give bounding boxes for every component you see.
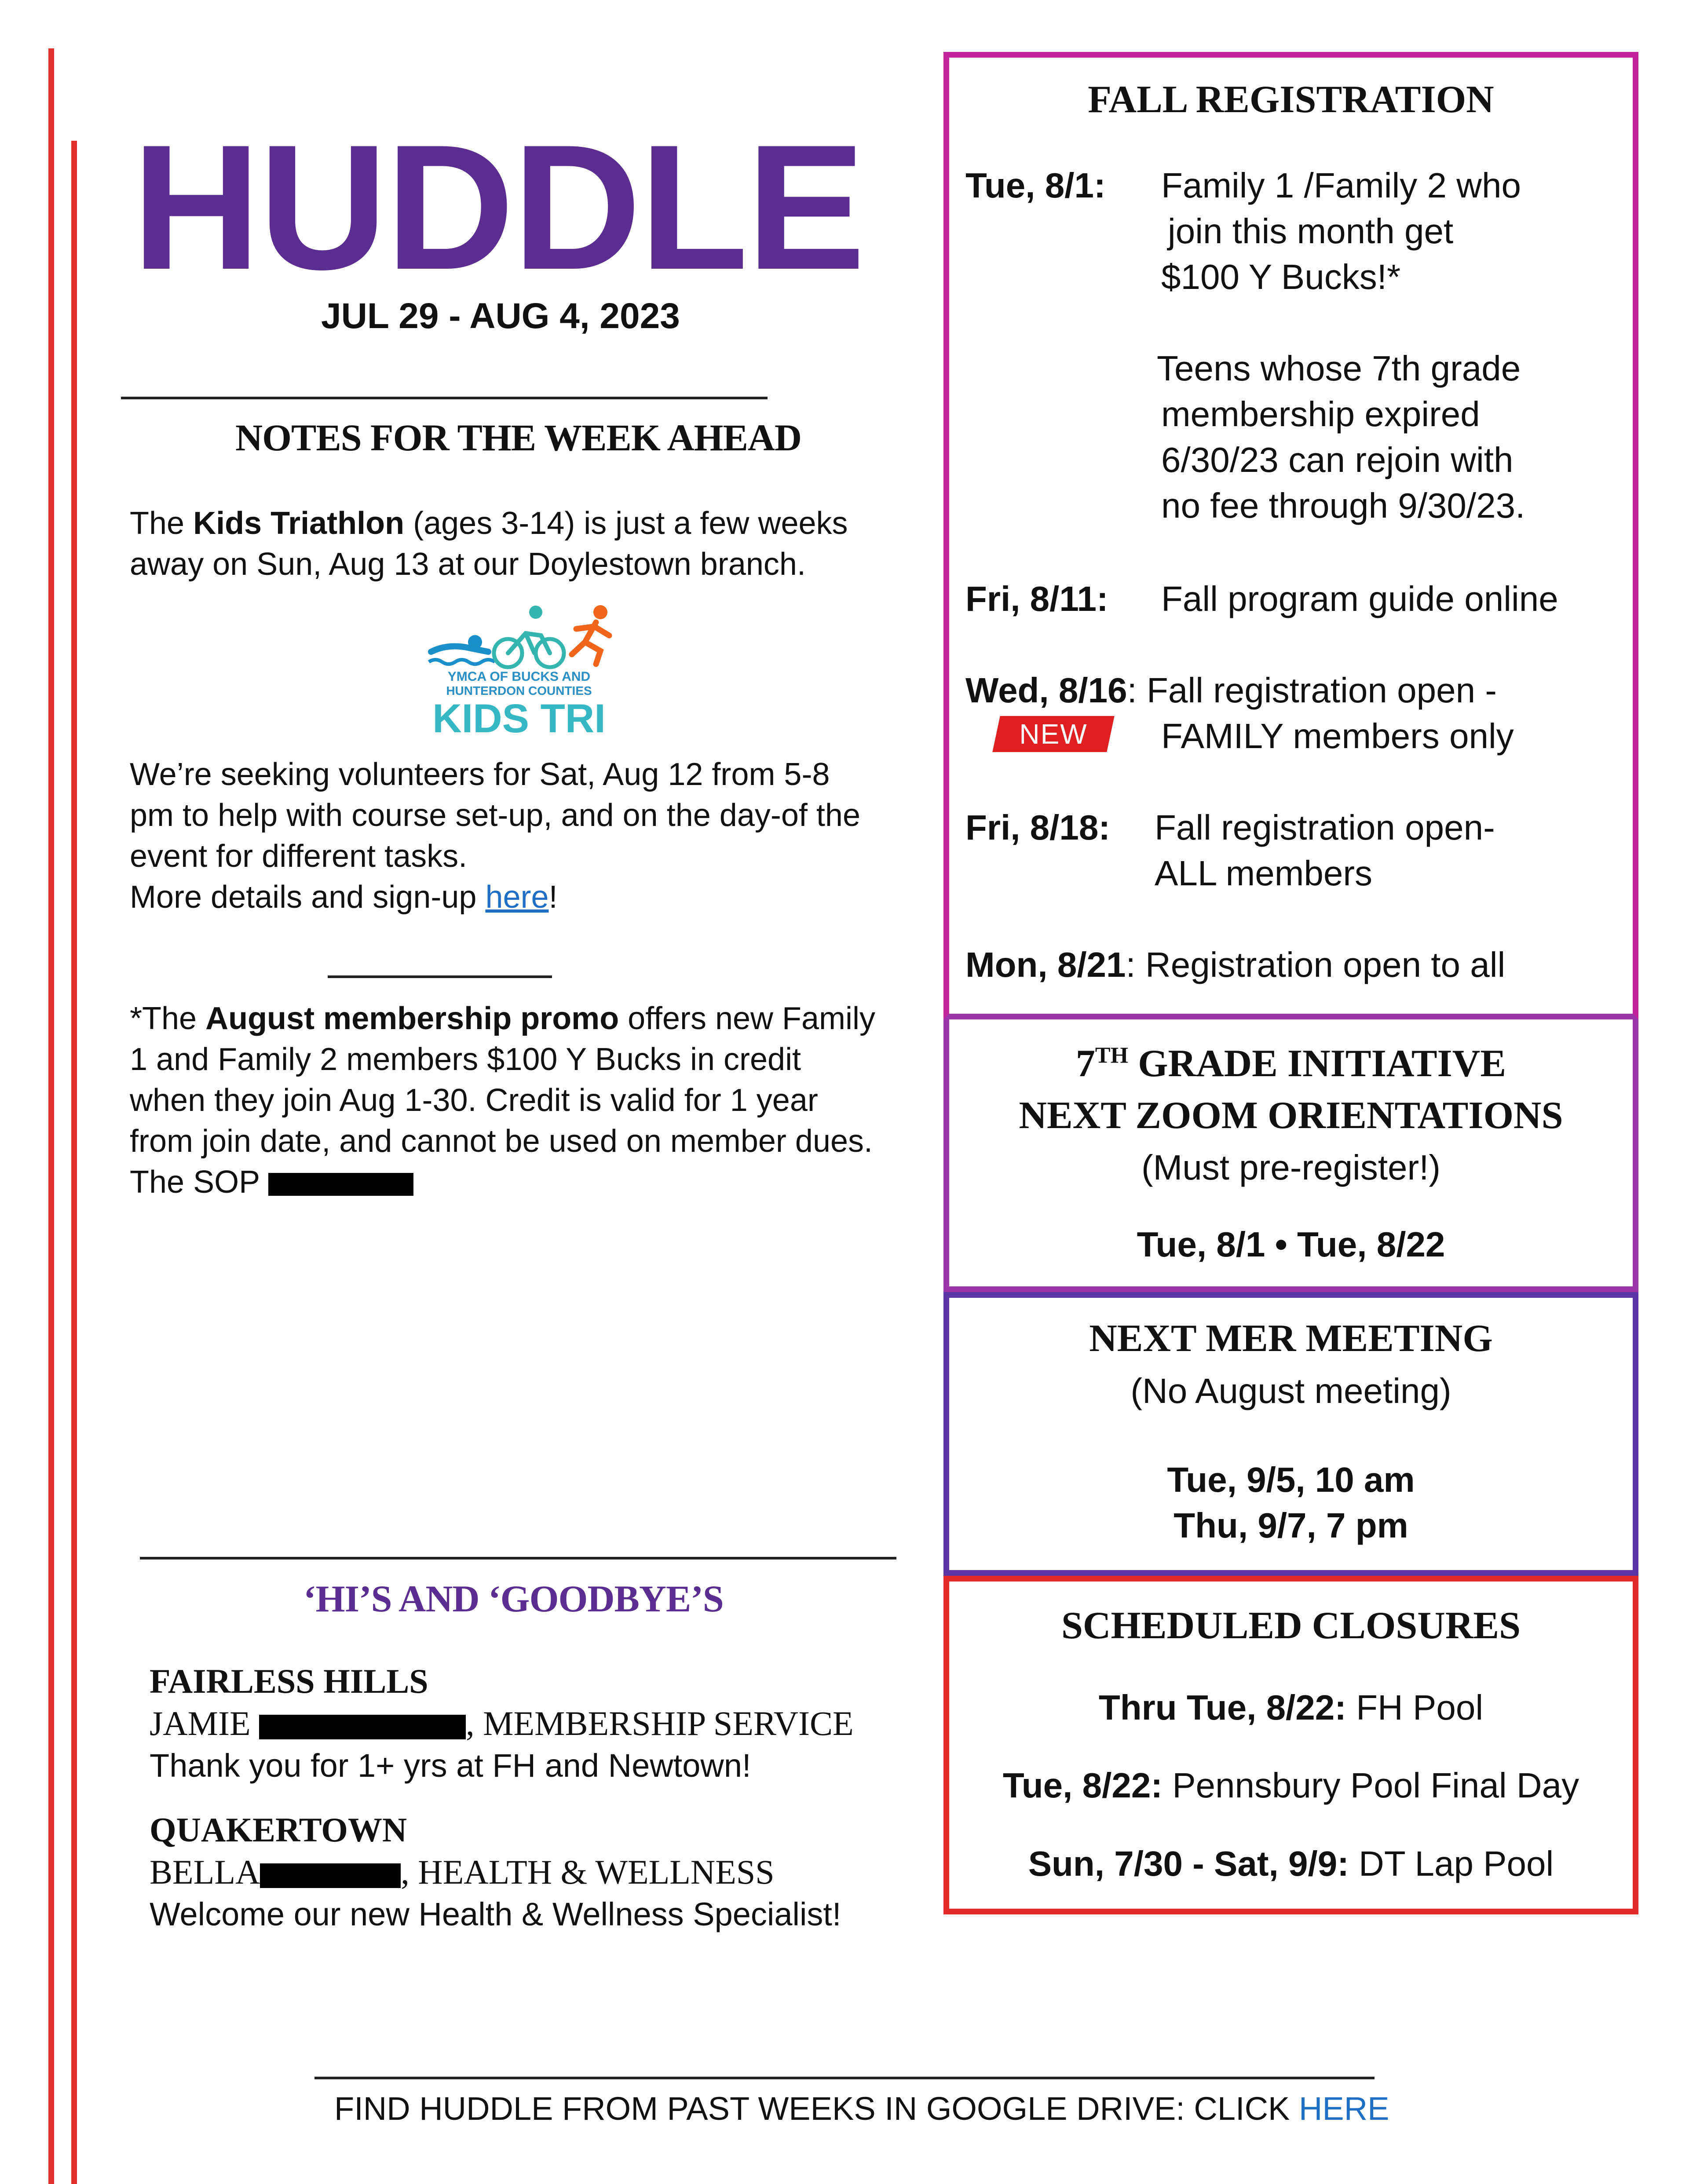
closure-text: FH Pool xyxy=(1346,1688,1484,1727)
mer-meeting-date: Tue, 9/5, 10 am xyxy=(1167,1460,1415,1499)
grade-initiative-heading xyxy=(949,1041,1633,1086)
left-margin-rule-outer xyxy=(48,48,54,2184)
text: ALL members xyxy=(1155,854,1372,893)
staff-role: , HEALTH & WELLNESS xyxy=(401,1853,775,1891)
text: from join date, and cannot be used on member dues. xyxy=(130,1124,873,1159)
closure-date: Thru Tue, 8/22: xyxy=(1098,1688,1346,1727)
hellos-heading: ‘HI’S AND ‘GOODBYE’S xyxy=(303,1578,724,1620)
closure-text: Pennsbury Pool Final Day xyxy=(1162,1766,1579,1805)
logo-org-line2: HUNTERDON COUNTIES xyxy=(446,684,592,698)
text: The xyxy=(130,506,194,541)
newsletter-title: HUDDLE xyxy=(132,107,864,307)
text: Fall registration open- xyxy=(1155,808,1495,847)
text: Family 1 /Family 2 who xyxy=(1161,166,1521,205)
date-label: Fri, 8/11: xyxy=(965,579,1108,618)
new-badge-label: NEW xyxy=(1019,718,1088,750)
text: 1 and Family 2 members $100 Y Bucks in credit xyxy=(130,1042,801,1077)
fall-registration-heading: FALL REGISTRATION xyxy=(1088,78,1494,121)
superscript: TH xyxy=(1095,1043,1129,1068)
volunteer-paragraph xyxy=(130,754,895,918)
closure-item xyxy=(949,1763,1633,1808)
text: : Fall registration open - xyxy=(1127,671,1497,710)
left-margin-rule-inner xyxy=(71,141,77,2184)
short-divider xyxy=(328,975,552,978)
reg-item xyxy=(965,942,1505,988)
text: 6/30/23 can rejoin with xyxy=(1161,440,1514,479)
mer-meeting-box xyxy=(943,1292,1638,1576)
closure-date: Tue, 8/22: xyxy=(1002,1766,1163,1805)
reg-item: Fall program guide online xyxy=(1161,579,1558,618)
logo-title: KIDS TRI xyxy=(432,696,606,741)
divider xyxy=(121,397,768,399)
staff-line xyxy=(150,1702,897,1745)
triathlon-paragraph xyxy=(130,503,895,585)
text: : Registration open to all xyxy=(1126,945,1506,984)
text: *The xyxy=(130,1001,206,1036)
text: offers new Family xyxy=(619,1001,876,1036)
pre-register-note: (Must pre-register!) xyxy=(1141,1148,1441,1187)
text: ! xyxy=(548,880,558,915)
grade-initiative-box xyxy=(943,1019,1638,1292)
signup-link[interactable]: here xyxy=(485,880,549,915)
footer-divider xyxy=(314,2077,1375,2079)
promo-paragraph xyxy=(130,998,886,1203)
date-label: Mon, 8/21 xyxy=(965,945,1126,984)
reg-item xyxy=(965,668,1497,713)
mer-meeting-note: (No August meeting) xyxy=(1130,1371,1451,1410)
promo-emphasis: August membership promo xyxy=(205,1001,619,1036)
newsletter-date-range: JUL 29 - AUG 4, 2023 xyxy=(321,296,680,336)
notes-heading: NOTES FOR THE WEEK AHEAD xyxy=(235,416,802,459)
orientation-dates: Tue, 8/1 • Tue, 8/22 xyxy=(1137,1225,1445,1264)
text: pm to help with course set-up, and on the day-of the xyxy=(130,798,860,833)
closure-text: DT Lap Pool xyxy=(1349,1844,1554,1883)
text: membership expired xyxy=(1161,394,1480,434)
staff-changes xyxy=(150,1660,897,1936)
redaction-bar xyxy=(260,1863,401,1888)
closure-item xyxy=(949,1841,1633,1887)
closure-item xyxy=(949,1685,1633,1731)
footer xyxy=(334,2090,1389,2127)
mer-meeting-date: Thu, 9/7, 7 pm xyxy=(1174,1506,1408,1545)
text: no fee through 9/30/23. xyxy=(1161,486,1525,525)
closure-date: Sun, 7/30 - Sat, 9/9: xyxy=(1028,1844,1349,1883)
date-label: Fri, 8/18: xyxy=(965,808,1111,847)
text: $100 Y Bucks!* xyxy=(1161,257,1401,296)
text: away on Sun, Aug 13 at our Doylestown branch. xyxy=(130,547,806,582)
divider xyxy=(140,1557,896,1559)
text: 7 xyxy=(1075,1042,1095,1085)
reg-item: FAMILY members only xyxy=(1161,716,1514,756)
mer-meeting-heading: NEXT MER MEETING xyxy=(1089,1317,1493,1360)
text: GRADE INITIATIVE xyxy=(1128,1042,1506,1085)
closures-box xyxy=(943,1576,1638,1914)
text: Teens whose 7th grade xyxy=(1157,349,1521,388)
text: event for different tasks. xyxy=(130,839,468,874)
text: The SOP xyxy=(130,1165,260,1200)
new-badge xyxy=(992,716,1114,752)
triathlon-icon xyxy=(422,603,616,743)
branch-name: QUAKERTOWN xyxy=(150,1811,407,1849)
date-label: Tue, 8/1: xyxy=(965,166,1106,205)
staff-role: , MEMBERSHIP SERVICE xyxy=(466,1704,854,1742)
kids-triathlon-emphasis: Kids Triathlon xyxy=(193,506,405,541)
zoom-orientations-heading: NEXT ZOOM ORIENTATIONS xyxy=(1019,1094,1563,1137)
text: We’re seeking volunteers for Sat, Aug 12 from 5-8 xyxy=(130,757,830,792)
logo-org-line1: YMCA OF BUCKS AND xyxy=(447,669,591,684)
redaction-bar xyxy=(268,1173,413,1196)
redaction-bar xyxy=(259,1715,466,1739)
closures-heading: SCHEDULED CLOSURES xyxy=(1061,1604,1521,1647)
reg-item xyxy=(1157,163,1525,529)
text: join this month get xyxy=(1168,212,1454,251)
date-label: Wed, 8/16 xyxy=(965,671,1127,710)
staff-name: BELLA xyxy=(150,1853,260,1891)
staff-note: Thank you for 1+ yrs at FH and Newtown! xyxy=(150,1747,751,1784)
footer-drive-link[interactable]: HERE xyxy=(1298,2090,1389,2127)
spacer xyxy=(1161,300,1525,346)
branch-name: FAIRLESS HILLS xyxy=(150,1662,428,1700)
text: (ages 3-14) is just a few weeks xyxy=(404,506,848,541)
staff-name: JAMIE xyxy=(150,1704,251,1742)
staff-line xyxy=(150,1851,897,1893)
staff-note: Welcome our new Health & Wellness Specialist! xyxy=(150,1896,841,1932)
kids-tri-logo xyxy=(422,603,616,743)
footer-text: FIND HUDDLE FROM PAST WEEKS IN GOOGLE DRIVE: CLICK xyxy=(334,2090,1299,2127)
reg-item xyxy=(1155,805,1495,896)
text: More details and sign-up xyxy=(130,880,486,915)
text: when they join Aug 1-30. Credit is valid for 1 year xyxy=(130,1083,818,1118)
